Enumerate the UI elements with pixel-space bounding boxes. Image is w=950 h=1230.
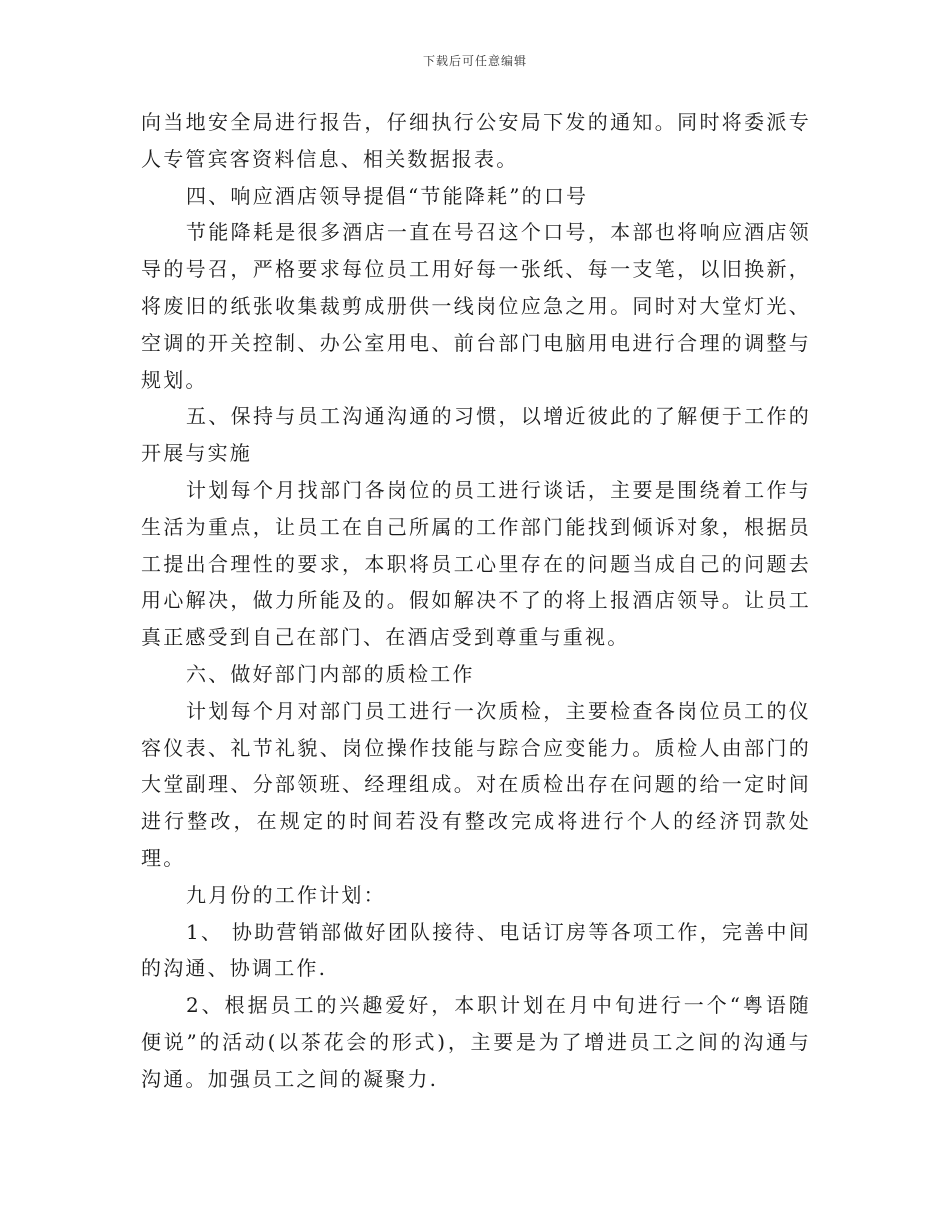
paragraph-energy-saving: 节能降耗是很多酒店一直在号召这个口号，本部也将响应酒店领导的号召，严格要求每位员工用好每一张纸、每一支笔，以旧换新，将废旧的纸张收集裁剪成册供一线岗位应急之用。同时对大堂灯光、空调的开关控制、办公室用电、前台部门电脑用电进行合理的调整与规划。 [141,220,811,392]
section-heading-6: 六、做好部门内部的质检工作 [186,661,475,686]
paragraph-continuation: 向当地安全局进行报告，仔细执行公安局下发的通知。同时将委派专人专管宾客资料信息、相关数据报表。 [141,110,811,171]
section-heading-4: 四、响应酒店领导提倡“节能降耗”的口号 [186,183,589,208]
plan-item-1: 1、 协助营销部做好团队接待、电话订房等各项工作，完善中间的沟通、协调工作. [141,919,811,981]
header-note: 下载后可任意编辑 [422,54,527,68]
paragraph-staff-communication: 计划每个月找部门各岗位的员工进行谈话，主要是围绕着工作与生活为重点，让员工在自己所属的工作部门能找到倾诉对象，根据员工提出合理性的要求，本职将员工心里存在的问题当成自己的问题去用心解决，做力所能及的。假如解决不了的将上报酒店领导。让员工真正感受到自己在部门、在酒店受到尊重与重视。 [141,477,811,650]
section-heading-5: 五、保持与员工沟通沟通的习惯，以增近彼此的了解便于工作的开展与实施 [141,404,811,466]
document-body [141,104,811,1098]
plan-item-2: 2、根据员工的兴趣爱好，本职计划在月中旬进行一个“粤语随便说”的活动(以茶花会的形式)，主要是为了增进员工之间的沟通与沟通。加强员工之间的凝聚力. [141,993,811,1091]
september-plan-heading: 九月份的工作计划： [186,882,386,907]
paragraph-quality-check: 计划每个月对部门员工进行一次质检，主要检查各岗位员工的仪容仪表、礼节礼貌、岗位操作技能与踪合应变能力。质检人由部门的大堂副理、分部领班、经理组成。对在质检出存在问题的给一定时间进行整改，在规定的时间若没有整改完成将进行个人的经济罚款处理。 [141,698,811,870]
